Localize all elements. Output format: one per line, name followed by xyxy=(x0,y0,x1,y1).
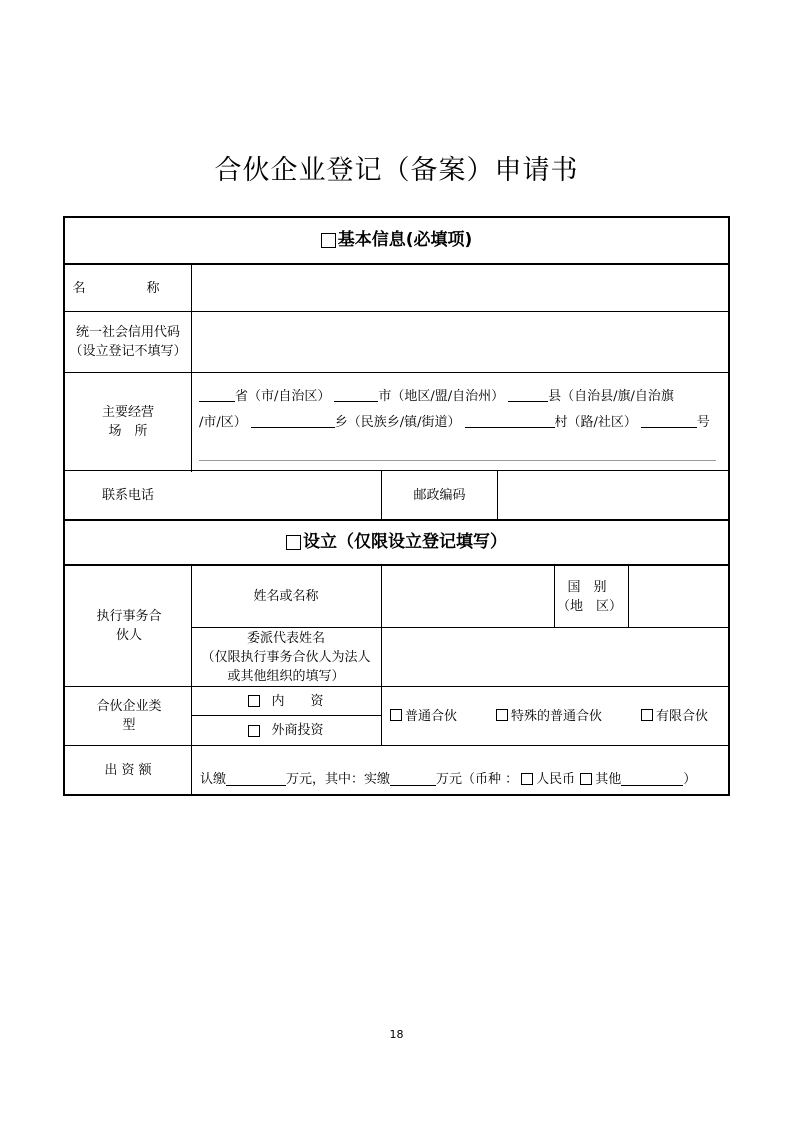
paid-blank xyxy=(390,772,436,786)
number-blank xyxy=(641,414,697,428)
section-basic-label: 基本信息(必填项) xyxy=(337,230,473,250)
section-setup-label: 设立（仅限设立登记填写） xyxy=(303,532,507,552)
name-field[interactable] xyxy=(192,265,728,311)
name-label: 名 称 xyxy=(72,280,184,296)
option-limited[interactable]: 有限合伙 xyxy=(641,707,708,726)
postal-field[interactable] xyxy=(498,471,728,519)
rmb-checkbox[interactable] xyxy=(521,773,533,785)
option-special-general[interactable]: 特殊的普通合伙 xyxy=(496,707,602,726)
partner-label: 执行事务合伙人 xyxy=(96,609,162,643)
province-blank xyxy=(199,388,235,402)
capital-field[interactable]: 认缴 万元，其中：实缴 万元（币种 ： 人民币 其他 ） xyxy=(200,771,697,787)
partner-rep-label: 委派代表姓名 （仅限执行事务合伙人为法人或其他组织的填写） xyxy=(201,630,371,684)
section-setup-header xyxy=(65,521,728,564)
phone-field[interactable] xyxy=(192,471,380,519)
partner-country-field[interactable] xyxy=(630,566,728,627)
county-blank xyxy=(508,388,548,402)
type-foreign[interactable]: 外商投资 xyxy=(192,716,380,745)
credit-code-label: 统一社会信用代码（设立登记不填写） xyxy=(69,325,187,359)
city-blank xyxy=(334,388,378,402)
village-blank xyxy=(465,414,555,428)
township-blank xyxy=(251,414,335,428)
credit-code-field[interactable] xyxy=(192,312,728,372)
foreign-checkbox[interactable] xyxy=(248,725,260,737)
postal-label: 邮政编码 xyxy=(413,487,466,503)
partner-name-field[interactable] xyxy=(382,566,553,627)
domestic-checkbox[interactable] xyxy=(248,695,260,707)
partner-rep-field[interactable] xyxy=(382,628,728,686)
other-currency-blank xyxy=(621,772,683,786)
section-setup-checkbox[interactable] xyxy=(286,535,301,550)
phone-label: 联系电话 xyxy=(101,487,154,503)
type-options xyxy=(382,687,728,745)
section-basic-header xyxy=(65,218,728,263)
capital-label: 出 资 额 xyxy=(104,762,152,778)
partner-name-label: 姓名或名称 xyxy=(253,589,319,604)
option-general[interactable]: 普通合伙 xyxy=(390,707,457,726)
business-place-label: 主要经营 场 所 xyxy=(101,404,154,439)
business-place-address[interactable]: 省（市/自治区） 市（地区/盟/自治州） 县（自治县/旗/自治旗 /市/区） 乡（民族乡/镇/街道） 村（路/社区） 号 xyxy=(199,389,710,430)
page-number: 18 xyxy=(389,1028,404,1041)
partner-country-label: 国 别（地 区） xyxy=(557,579,623,614)
application-form xyxy=(63,216,730,796)
section-basic-checkbox[interactable] xyxy=(321,233,336,248)
subscribed-blank xyxy=(226,772,286,786)
other-currency-checkbox[interactable] xyxy=(580,773,592,785)
type-domestic[interactable]: 内 资 xyxy=(192,687,380,715)
type-label: 合伙企业类 型 xyxy=(96,699,175,733)
page-title: 合伙企业登记（备案）申请书 xyxy=(214,155,579,186)
